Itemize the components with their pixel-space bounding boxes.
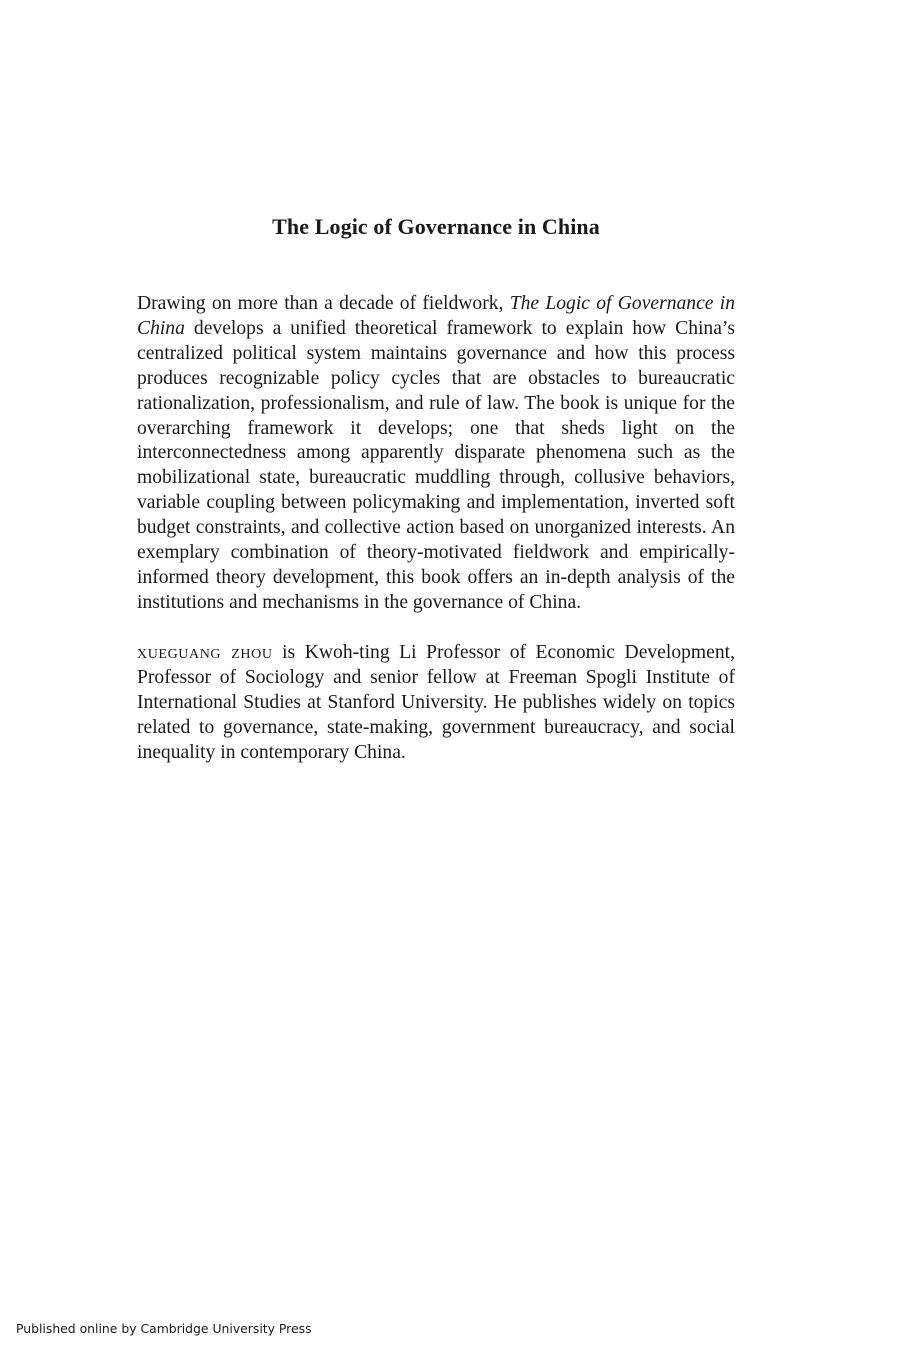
author-bio-text: is Kwoh-ting Li Professor of Economic Development, Professor of Sociology and senior fellow at Freeman Spogli Institute of International Studies at Stanford University. He publishes widely on topics related to governance, state-making, government bureaucracy, and social inequality in contemporary China. xyxy=(137,642,735,763)
author-bio xyxy=(137,641,735,766)
publisher-footer: Published online by Cambridge University Press xyxy=(16,1321,312,1336)
book-description xyxy=(137,292,735,616)
author-name: xueguang zhou xyxy=(137,642,273,663)
description-lead: Drawing on more than a decade of fieldwork, xyxy=(137,293,510,314)
description-body: develops a unified theoretical framework to explain how China’s centralized political system maintains governance and how this process produces recognizable policy cycles that are obstacles to bureaucratic rationalization, professionalism, and rule of law. The book is unique for the overarching framework it develops; one that sheds light on the interconnectedness among apparently disparate phenomena such as the mobilizational state, bureaucratic muddling through, collusive behaviors, variable coupling between policymaking and implementation, inverted soft budget constraints, and collective action based on unorganized interests. An exemplary combination of theory-motivated fieldwork and empirically-informed theory development, this book offers an in-depth analysis of the institutions and mechanisms in the governance of China. xyxy=(137,317,735,613)
page-title: The Logic of Governance in China xyxy=(272,214,600,239)
book-title-italic: The Logic of Governance in China xyxy=(137,293,735,339)
